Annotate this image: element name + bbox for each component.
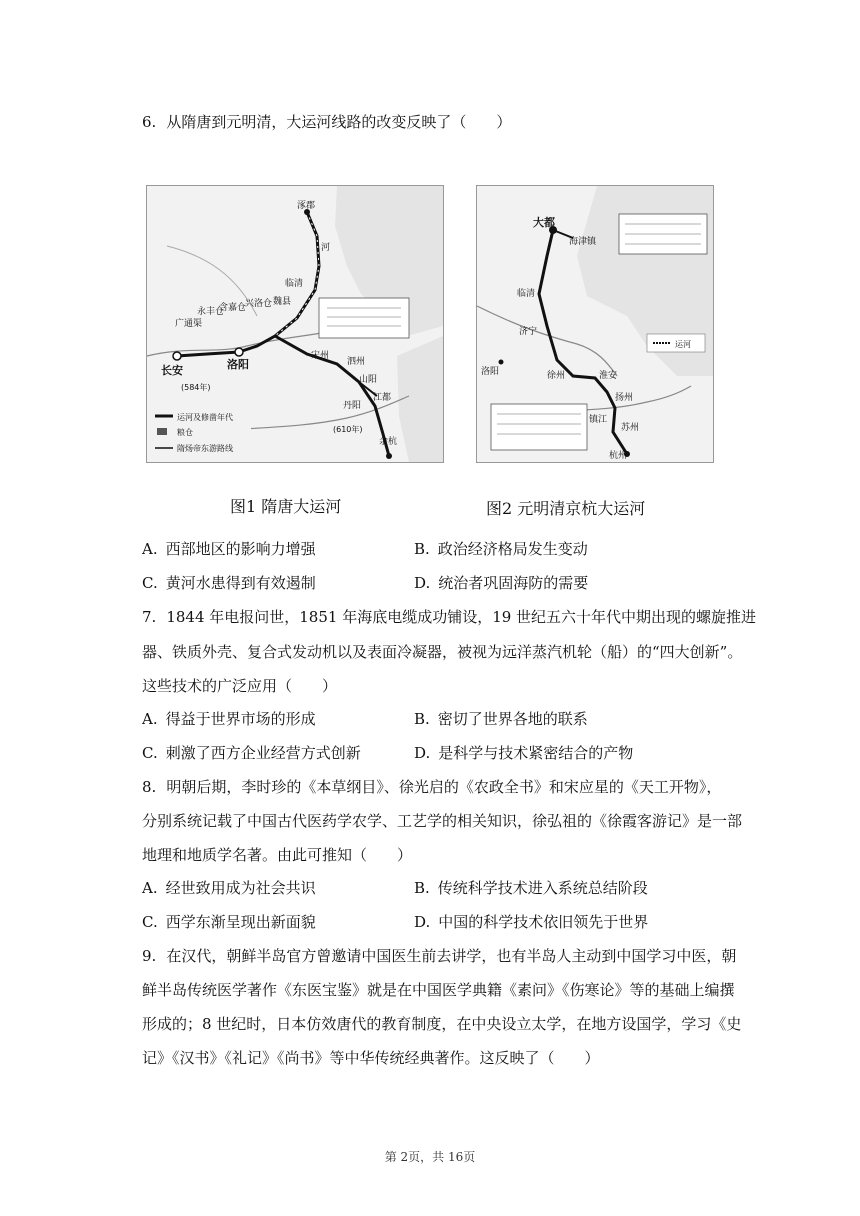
map2-label-suzhou: 苏州: [621, 423, 640, 433]
q7-option-b[interactable]: [414, 708, 588, 730]
option-letter: C.: [142, 913, 158, 931]
option-letter: A.: [142, 540, 158, 558]
q8-option-c[interactable]: [142, 911, 316, 933]
option-text: 政治经济格局发生变动: [437, 540, 588, 558]
map1-label-changan: 长安: [161, 364, 183, 377]
map2-label-luoyang: 洛阳: [481, 367, 500, 377]
map1-label-zhuojun: 涿郡: [297, 201, 316, 211]
map2-label-zhenjiang: 镇江: [589, 415, 608, 425]
option-letter: B.: [414, 710, 430, 728]
map1-label-hanjiacang: 含嘉仓: [219, 303, 247, 313]
option-text: 是科学与技术紧密结合的产物: [438, 744, 634, 762]
option-text: 传统科学技术进入系统总结阶段: [437, 879, 648, 897]
q6-option-b[interactable]: [414, 538, 588, 560]
map2-label-yangzhou: 扬州: [615, 393, 634, 403]
map1-label-songzhou: 宋州: [311, 351, 330, 361]
question-text: 明朝后期，李时珍的《本草纲目》、徐光启的《农政全书》和宋应星的《天工开物》，: [166, 778, 722, 796]
q7-option-d[interactable]: [414, 742, 633, 764]
map1-legend-granary: 粮仓: [177, 428, 193, 437]
q7-option-a[interactable]: [142, 708, 316, 730]
map2-label-haijinzhen: 海津镇: [569, 237, 597, 247]
option-letter: B.: [414, 540, 430, 558]
option-text: 得益于世界市场的形成: [165, 710, 316, 728]
option-text: 刺激了西方企业经营方式创新: [165, 744, 361, 762]
question-7-line-2: 器、铁质外壳、复合式发动机以及表面冷凝器，被视为远洋蒸汽机轮（船）的“四大创新”。: [142, 643, 743, 661]
option-letter: A.: [142, 710, 158, 728]
map1-label-shanyang: 山阳: [359, 375, 378, 385]
map1-label-linqing: 临清: [285, 279, 304, 289]
map1-label-xingluocang: 兴洛仓: [245, 299, 273, 309]
map1-label-year-584: (584年): [181, 383, 211, 392]
question-6-stem: [142, 111, 511, 133]
map1-label-luoyang: 洛阳: [227, 358, 249, 371]
question-text: 从隋唐到元明清，大运河线路的改变反映了（ ）: [166, 113, 512, 131]
option-text: 西部地区的影响力增强: [165, 540, 316, 558]
q8-option-a[interactable]: [142, 877, 316, 899]
map1-label-danyang: 丹阳: [343, 401, 362, 411]
question-7-line-3: 这些技术的广泛应用（ ）: [142, 677, 338, 695]
map2-label-linqing: 临清: [517, 289, 536, 299]
map1-label-sizhou: 泗州: [347, 357, 366, 367]
map-sui-tang-grand-canal: [146, 185, 444, 463]
map1-label-guangtongqu: 广通渠: [175, 319, 203, 329]
map2-label-dadu: 大都: [533, 216, 555, 229]
question-text: 在汉代，朝鲜半岛官方曾邀请中国医生前去讲学，也有半岛人主动到中国学习中医，朝: [166, 947, 737, 965]
question-9-line-1: [142, 945, 736, 967]
figure-1-caption: 图1 隋唐大运河: [230, 497, 342, 516]
option-letter: D.: [414, 913, 431, 931]
option-text: 密切了世界各地的联系: [437, 710, 588, 728]
q6-option-a[interactable]: [142, 538, 316, 560]
question-number: 8.: [142, 778, 157, 796]
map1-legend-route: 隋炀帝东游路线: [177, 444, 233, 453]
question-7-line-1: [142, 606, 756, 628]
question-9-line-4: 记》《汉书》《礼记》《尚书》等中华传统经典著作。这反映了（ ）: [142, 1049, 600, 1067]
option-text: 统治者巩固海防的需要: [438, 574, 589, 592]
option-text: 中国的科学技术依旧领先于世界: [438, 913, 649, 931]
map-yuan-ming-qing-grand-canal: [476, 185, 714, 463]
map2-label-xuzhou: 徐州: [547, 371, 566, 381]
map1-legend-canal: 运河及修凿年代: [177, 413, 233, 422]
q8-option-d[interactable]: [414, 911, 648, 933]
q8-option-b[interactable]: [414, 877, 648, 899]
option-letter: C.: [142, 574, 158, 592]
page-footer: 第 2页，共 16页: [384, 1150, 476, 1164]
option-letter: C.: [142, 744, 158, 762]
q6-option-d[interactable]: [414, 572, 588, 594]
map2-label-huaian: 淮安: [599, 371, 618, 381]
option-letter: A.: [142, 879, 158, 897]
question-8-line-1: [142, 776, 721, 798]
map1-label-weixian: 魏县: [273, 297, 292, 307]
map1-label-year-610: (610年): [333, 425, 363, 434]
map-figure-1-svg: [147, 186, 443, 462]
option-text: 西学东渐呈现出新面貌: [165, 913, 316, 931]
map1-label-jiangdu: 江都: [373, 393, 392, 403]
question-number: 6.: [142, 113, 157, 131]
map1-label-yongfengcang: 永丰仓: [197, 307, 225, 317]
map2-label-jining: 济宁: [519, 327, 538, 337]
q6-option-c[interactable]: [142, 572, 316, 594]
question-9-line-3: 形成的；8 世纪时，日本仿效唐代的教育制度，在中央设立太学，在地方设国学，学习《史: [142, 1015, 742, 1033]
map1-label-river: 河: [321, 243, 331, 253]
figure-2-caption: 图2 元明清京杭大运河: [486, 499, 646, 518]
question-8-line-2: 分别系统记载了中国古代医药学农学、工艺学的相关知识，徐弘祖的《徐霞客游记》是一部: [142, 812, 743, 830]
map2-legend-canal: 运河: [675, 340, 691, 349]
question-number: 9.: [142, 947, 157, 965]
option-letter: D.: [414, 574, 431, 592]
map1-label-yuhang: 余杭: [379, 437, 398, 447]
option-text: 经世致用成为社会共识: [165, 879, 316, 897]
map-figure-2-svg: [477, 186, 713, 462]
option-text: 黄河水患得到有效遏制: [165, 574, 316, 592]
question-number: 7.: [142, 608, 157, 626]
map2-label-hangzhou: 杭州: [609, 451, 628, 461]
option-letter: D.: [414, 744, 431, 762]
question-9-line-2: 鲜半岛传统医学著作《东医宝鉴》就是在中国医学典籍《素问》《伤寒论》等的基础上编撰: [142, 981, 735, 999]
question-8-line-3: 地理和地质学名著。由此可推知（ ）: [142, 846, 413, 864]
option-letter: B.: [414, 879, 430, 897]
q7-option-c[interactable]: [142, 742, 361, 764]
question-text: 1844 年电报问世，1851 年海底电缆成功铺设，19 世纪五六十年代中期出现的螺旋推进: [166, 608, 757, 626]
